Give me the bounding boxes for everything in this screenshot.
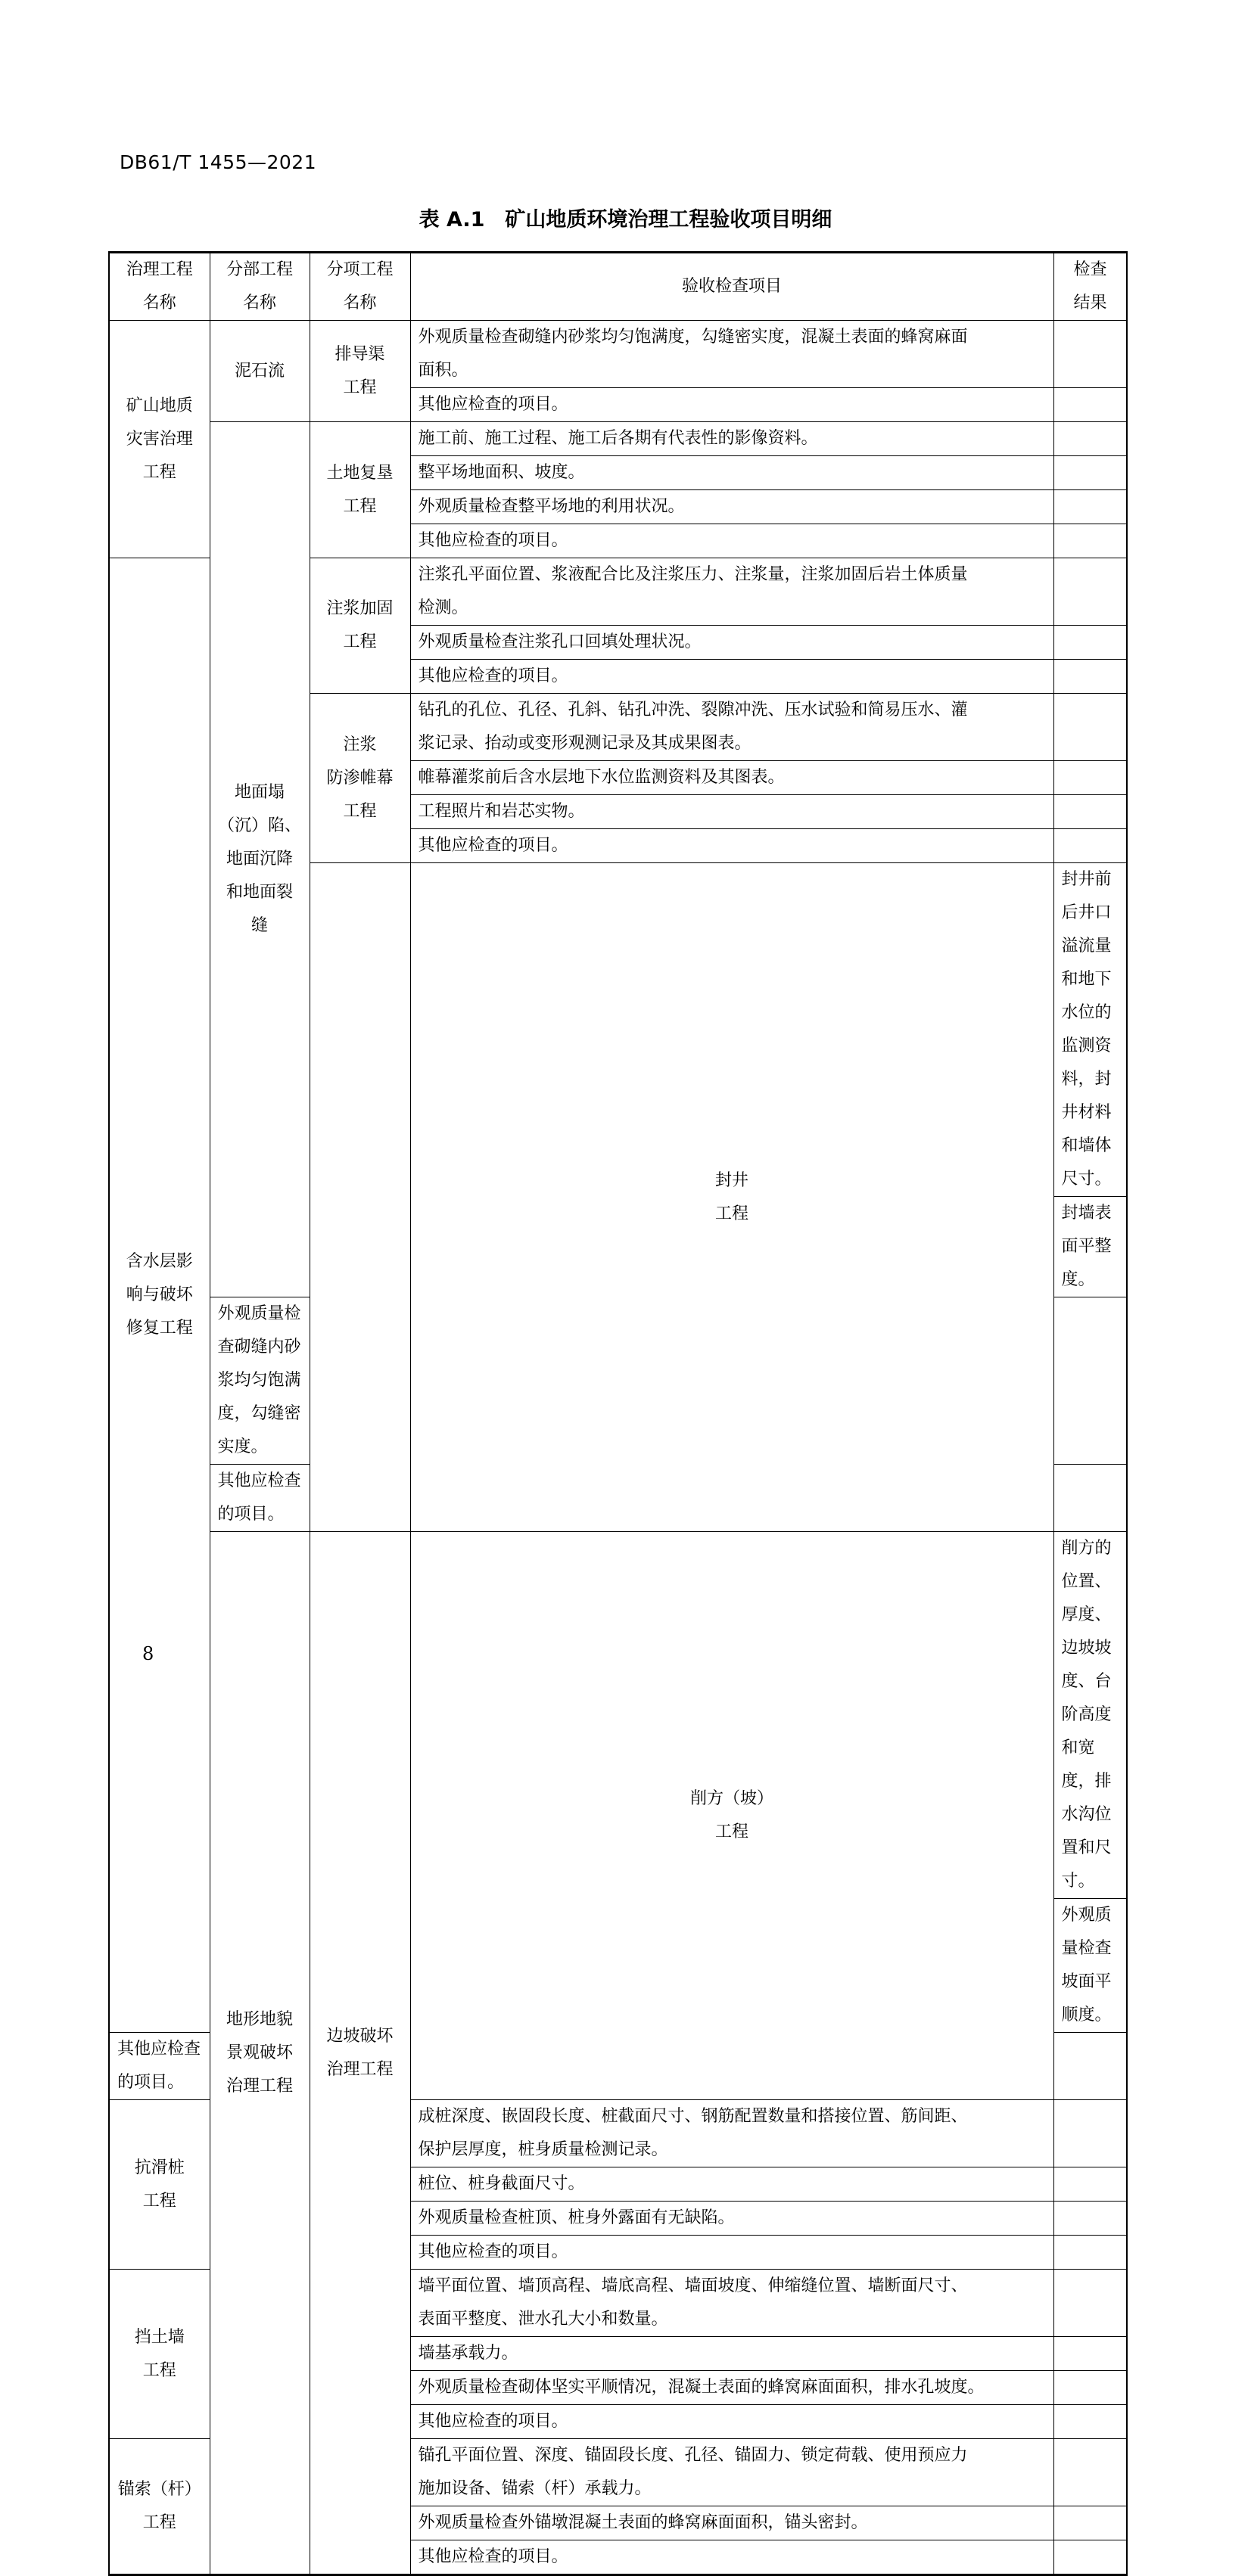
inspection-item: 钻孔的孔位、孔径、孔斜、钻孔冲洗、裂隙冲洗、压水试验和简易压水、灌 浆记录、抬动或变形观测记录及其成果图表。 (410, 694, 1053, 761)
sub-item-cell: 削方（坡） 工程 (410, 1532, 1053, 2100)
inspection-item: 墙基承载力。 (410, 2337, 1053, 2371)
result-cell (1053, 2033, 1127, 2100)
inspection-item: 其他应检查的项目。 (410, 829, 1053, 863)
result-cell (1053, 2202, 1127, 2236)
inspection-item: 其他应检查的项目。 (109, 2033, 210, 2100)
sub-item-cell: 抗滑桩 工程 (109, 2100, 210, 2270)
result-cell (1053, 490, 1127, 524)
header-inspection-items: 验收检查项目 (410, 253, 1053, 321)
result-cell (1053, 524, 1127, 558)
division-cell: 边坡破坏 治理工程 (310, 1532, 410, 2575)
inspection-item: 帷幕灌浆前后含水层地下水位监测资料及其图表。 (410, 761, 1053, 795)
result-cell (1053, 2540, 1127, 2575)
inspection-item: 其他应检查的项目。 (410, 2405, 1053, 2439)
table-row (109, 422, 1127, 456)
result-cell (1053, 660, 1127, 694)
inspection-item: 其他应检查的项目。 (410, 660, 1053, 694)
table-header-row (109, 253, 1127, 321)
result-cell (1053, 2167, 1127, 2202)
sub-item-cell: 土地复垦 工程 (310, 422, 410, 558)
page-number: 8 (142, 1643, 154, 1664)
table-row (109, 321, 1127, 388)
result-cell (1053, 761, 1127, 795)
inspection-item: 其他应检查的项目。 (410, 524, 1053, 558)
sub-item-cell: 注浆 防渗帷幕 工程 (310, 694, 410, 863)
document-code: DB61/T 1455—2021 (120, 151, 317, 173)
inspection-item: 其他应检查的项目。 (410, 388, 1053, 422)
inspection-item: 封井前后井口溢流量和地下水位的监测资料，封井材料和墙体尺寸。 (1053, 863, 1127, 1197)
result-cell (1053, 2405, 1127, 2439)
sub-item-cell: 挡土墙 工程 (109, 2270, 210, 2439)
result-cell (1053, 694, 1127, 761)
inspection-item: 外观质量检查整平场地的利用状况。 (410, 490, 1053, 524)
result-cell (1053, 2100, 1127, 2167)
result-cell (1053, 2236, 1127, 2270)
result-cell (1053, 388, 1127, 422)
result-cell (1053, 2337, 1127, 2371)
result-cell (1053, 2439, 1127, 2506)
inspection-item: 封墙表面平整度。 (1053, 1197, 1127, 1297)
result-cell (1053, 829, 1127, 863)
inspection-item: 注浆孔平面位置、浆液配合比及注浆压力、注浆量，注浆加固后岩土体质量 检测。 (410, 558, 1053, 626)
sub-item-cell: 排导渠 工程 (310, 321, 410, 422)
result-cell (1053, 2371, 1127, 2405)
result-cell (1053, 1465, 1127, 1532)
header-inspection-result: 检查 结果 (1053, 253, 1127, 321)
result-cell (1053, 2270, 1127, 2337)
category-cell: 矿山地质 灾害治理 工程 (109, 321, 210, 558)
header-governance-project: 治理工程 名称 (109, 253, 210, 321)
sub-item-cell: 注浆加固 工程 (310, 558, 410, 694)
inspection-item: 工程照片和岩芯实物。 (410, 795, 1053, 829)
category-cell: 含水层影 响与破坏 修复工程 (109, 558, 210, 2033)
inspection-item: 其他应检查的项目。 (410, 2540, 1053, 2575)
sub-item-cell: 锚索（杆） 工程 (109, 2439, 210, 2575)
result-cell (1053, 1297, 1127, 1465)
inspection-item: 外观质量检查坡面平顺度。 (1053, 1899, 1127, 2033)
inspection-item: 桩位、桩身截面尺寸。 (410, 2167, 1053, 2202)
header-sub-item-project: 分项工程 名称 (310, 253, 410, 321)
inspection-item: 整平场地面积、坡度。 (410, 456, 1053, 490)
inspection-item: 削方的位置、厚度、边坡坡度、台阶高度和宽度，排水沟位置和尺寸。 (1053, 1532, 1127, 1899)
result-cell (1053, 456, 1127, 490)
division-cell: 泥石流 (210, 321, 310, 422)
division-cell: 地面塌 （沉）陷、 地面沉降 和地面裂 缝 (210, 422, 310, 1297)
inspection-item: 其他应检查的项目。 (210, 1465, 310, 1532)
inspection-item: 外观质量检查外锚墩混凝土表面的蜂窝麻面面积，锚头密封。 (410, 2506, 1053, 2540)
table-row (109, 1532, 1127, 1899)
division-cell (310, 863, 410, 1532)
table-title: 表 A.1 矿山地质环境治理工程验收项目明细 (419, 208, 832, 231)
inspection-item: 外观质量检查砌缝内砂浆均匀饱满度，勾缝密实度，混凝土表面的蜂窝麻面 面积。 (410, 321, 1053, 388)
result-cell (1053, 422, 1127, 456)
inspection-item: 外观质量检查注浆孔口回填处理状况。 (410, 626, 1053, 660)
inspection-item: 墙平面位置、墙顶高程、墙底高程、墙面坡度、伸缩缝位置、墙断面尺寸、 表面平整度、泄水孔大小和数量。 (410, 2270, 1053, 2337)
inspection-item: 锚孔平面位置、深度、锚固段长度、孔径、锚固力、锁定荷载、使用预应力 施加设备、锚索（杆）承载力。 (410, 2439, 1053, 2506)
acceptance-items-table (108, 251, 1128, 2576)
result-cell (1053, 2506, 1127, 2540)
result-cell (1053, 626, 1127, 660)
inspection-item: 外观质量检查桩顶、桩身外露面有无缺陷。 (410, 2202, 1053, 2236)
inspection-item: 外观质量检查砌体坚实平顺情况，混凝土表面的蜂窝麻面面积，排水孔坡度。 (410, 2371, 1053, 2405)
category-cell: 地形地貌 景观破坏 治理工程 (210, 1532, 310, 2575)
result-cell (1053, 795, 1127, 829)
sub-item-cell: 封井 工程 (410, 863, 1053, 1532)
header-division-project: 分部工程 名称 (210, 253, 310, 321)
result-cell (1053, 558, 1127, 626)
inspection-item: 施工前、施工过程、施工后各期有代表性的影像资料。 (410, 422, 1053, 456)
result-cell (1053, 321, 1127, 388)
inspection-item: 成桩深度、嵌固段长度、桩截面尺寸、钢筋配置数量和搭接位置、筋间距、 保护层厚度，桩身质量检测记录。 (410, 2100, 1053, 2167)
inspection-item: 其他应检查的项目。 (410, 2236, 1053, 2270)
inspection-item: 外观质量检查砌缝内砂浆均匀饱满度，勾缝密实度。 (210, 1297, 310, 1465)
